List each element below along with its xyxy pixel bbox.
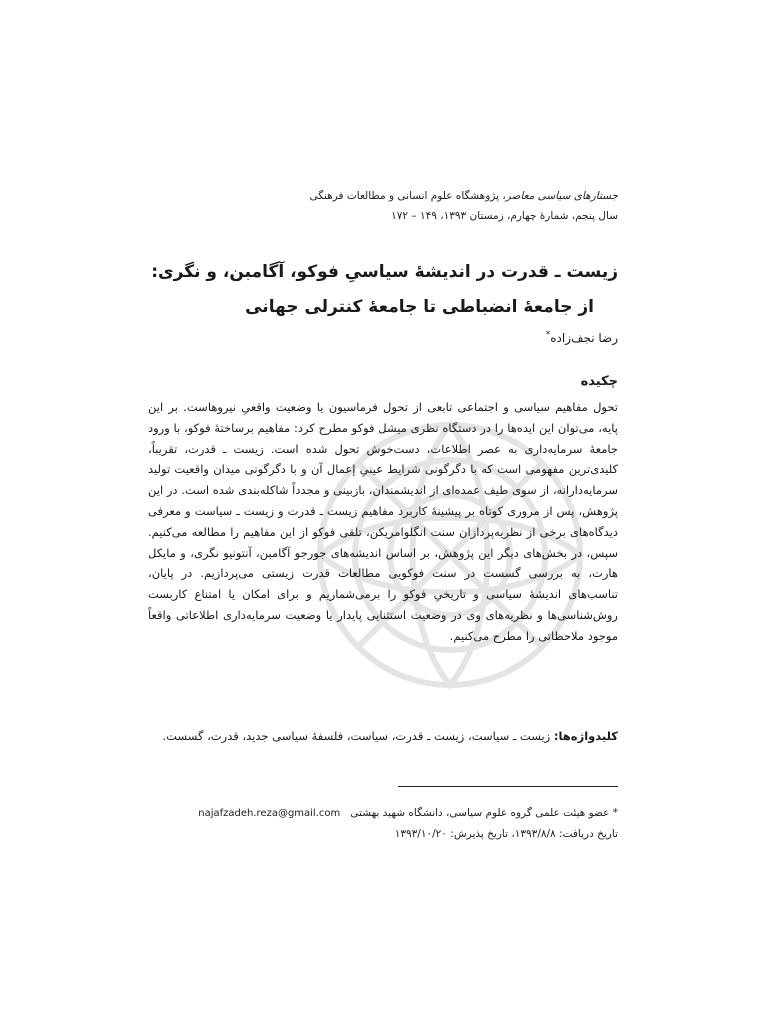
title-line-2: از جامعهٔ انضباطی تا جامعهٔ کنترلی جهانی [245,297,594,317]
keywords-label: کلیدواژه‌ها: [553,729,618,743]
author [546,330,618,345]
footnote-dates: تاریخ دریافت: ۱۳۹۳/۸/۸، تاریخ پذیرش: ۱۳۹۳/۱۰/۲۰ [394,828,618,840]
footnote-affiliation-line [138,803,618,824]
title-line-1: زیست ـ قدرت در اندیشهٔ سیاسیِ فوکو، آگامبن، و نگری: [151,262,618,282]
footnote-affiliation: * عضو هیئت علمی گروه علوم سیاسی، دانشگاه شهید بهشتی [350,807,618,819]
footnote [138,803,618,844]
abstract-text: تحول مفاهیم سیاسی و اجتماعی تابعی از تحول فرماسیون یا وضعیت واقعیِ نیروهاست. بر این پایه، می‌توان این ایده‌ها را در دستگاه نظری میشل فوکو مطرح کرد: مفاهیم برساختهٔ فوکو، با ورود جامعهٔ سرمایه‌داری به عصر اطلاعات، دست‌خوش تحول شده است. زیست ـ قدرت، تقریباً، کلیدی‌ترین مفهومی است که با دگرگونی شرایط عینیِ إعمال آن و با دگرگونی میدان واقعیت تولید سرمایه‌دارانه، از سوی طیف عمده‌ای از اندیشمندان، بازبینی و مجدداً شاکله‌بندی شده است. در این پژوهش، پس از مروری کوتاه بر پیشینهٔ کاربرد مفاهیم زیست ـ قدرت و زیست ـ سیاست و معرفی دیدگاه‌های برخی از نظریه‌پردازان سنت انگلوامریکن، تلقی فوکو از این مفاهیم را مطالعه می‌کنیم. سپس، در بخش‌های دیگر این پژوهش، بر اساس اندیشه‌های جورجو آگامبن، آنتونیو نگری، و مایکل هارت، به بررسی گسست در سنت فوکویی مطالعات قدرت زیستی می‌پردازیم. در پایان، تناسب‌های اندیشهٔ سیاسی و تاریخیِ فوکو را برمی‌شماریم و برای امکان یا امتناع کاربست روش‌شناسی‌ها و نظریه‌های وی در وضعیت استثنایی پایدار یا وضعیت سرمایه‌داری اطلاعاتی واقعاً موجود ملاحظاتی را مطرح می‌کنیم. [148,400,618,643]
journal-header [138,186,618,226]
footnote-rule [398,786,618,787]
author-footnote-mark: * [545,330,551,340]
author-name: رضا نجف‌زاده [550,331,618,345]
keywords-text: زیست ـ سیاست، زیست ـ قدرت، سیاست، فلسفهٔ سیاسی جدید، قدرت، گسست. [162,729,551,743]
journal-issue: سال پنجم، شمارهٔ چهارم، زمستان ۱۳۹۳، ۱۴۹ – ۱۷۲ [391,210,618,222]
keywords [148,726,618,746]
journal-name-line: جستارهای سیاسی معاصر، پژوهشگاه علوم انسانی و مطالعات فرهنگی [309,190,618,202]
journal-name: جستارهای سیاسی معاصر [505,190,618,202]
journal-publisher: پژوهشگاه علوم انسانی و مطالعات فرهنگی [309,190,500,202]
abstract-heading: چکیده [580,374,618,389]
article-title [118,255,618,325]
author-email: najafzadeh.reza@gmail.com [198,808,341,819]
